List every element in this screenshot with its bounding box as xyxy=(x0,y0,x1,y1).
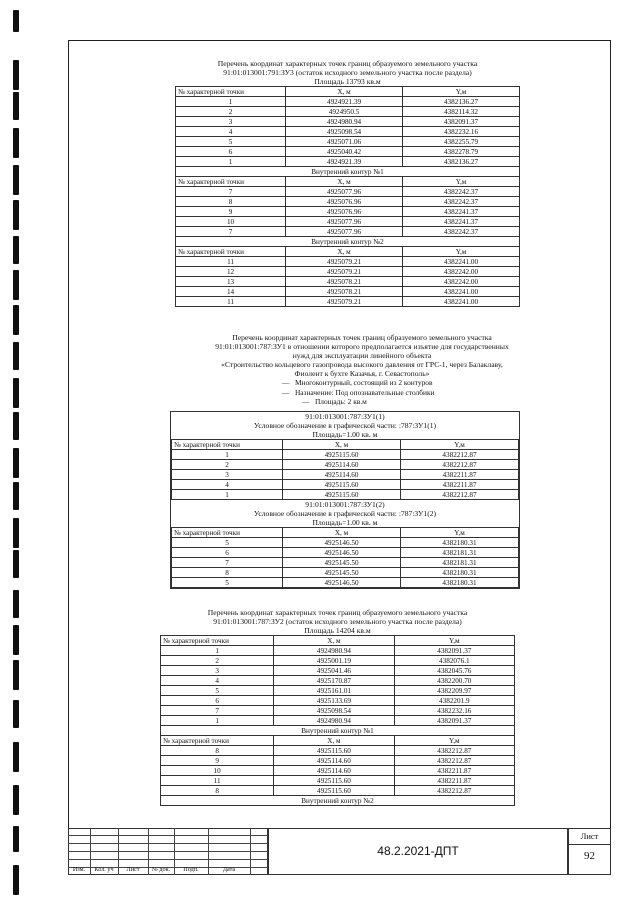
table-cell: 1 xyxy=(176,157,286,167)
table-header-row xyxy=(172,440,519,450)
part-designation: Условное обозначение в графической части: :787:ЗУ1(2) xyxy=(253,509,437,518)
table-cell: 4925079.21 xyxy=(286,257,403,267)
table-cell: 4924921.39 xyxy=(286,157,403,167)
table-cell: 4382045.76 xyxy=(394,666,514,676)
table-cell: 7 xyxy=(176,227,286,237)
table-cell: 4382212.87 xyxy=(394,786,514,796)
table-cell: 4924980.94 xyxy=(274,716,394,726)
table-cell: 4925133.69 xyxy=(274,696,394,706)
table-cell: 8 xyxy=(161,746,274,756)
binding-mark xyxy=(13,60,19,90)
coordinates-table-part1 xyxy=(171,439,519,500)
table-row xyxy=(161,686,515,696)
table-row xyxy=(176,117,520,127)
column-header: № характерной точки xyxy=(176,87,286,97)
table-row xyxy=(176,207,520,217)
table-cell: 4382212.87 xyxy=(401,460,519,470)
table-row xyxy=(172,568,519,578)
table-cell: 8 xyxy=(172,568,283,578)
table-cell: 4382212.87 xyxy=(394,756,514,766)
column-header: № характерной точки xyxy=(176,247,286,257)
table-row xyxy=(161,706,515,716)
column-header: X, м xyxy=(286,247,403,257)
table-row xyxy=(172,558,519,568)
table-cell: 7 xyxy=(161,706,274,716)
table-row xyxy=(176,147,520,157)
column-header: № характерной точки xyxy=(176,177,286,187)
grid-line xyxy=(68,851,268,852)
table-row xyxy=(176,287,520,297)
table-cell: 4 xyxy=(172,480,283,490)
table-header-row xyxy=(172,528,519,538)
section-zu2-787 xyxy=(160,608,515,806)
binding-mark xyxy=(13,482,19,510)
table-cell: 4925145.50 xyxy=(283,568,401,578)
title-line: Перечень координат характерных точек границ образуемого земельного участка xyxy=(207,608,468,617)
table-cell: 4925114.60 xyxy=(283,470,401,480)
table-row xyxy=(176,127,520,137)
table-cell: 4925077.96 xyxy=(286,227,403,237)
table-row xyxy=(161,676,515,686)
table-cell: 4925115.60 xyxy=(274,786,394,796)
table-cell: 4382200.70 xyxy=(394,676,514,686)
attribute-area: — Площадь: 2 кв.м xyxy=(302,397,367,406)
table-cell: 4925145.50 xyxy=(283,558,401,568)
binding-mark xyxy=(13,412,19,440)
binding-mark xyxy=(13,518,19,548)
table-cell: 4925001.19 xyxy=(274,656,394,666)
table-cell: 11 xyxy=(176,257,286,267)
table-row xyxy=(161,666,515,676)
column-header: X, м xyxy=(286,177,403,187)
table-cell: 4382180.31 xyxy=(401,568,519,578)
part-id: 91:01:013001:787:ЗУ1(2) xyxy=(305,500,385,509)
title-line: Перечень координат характерных точек границ образуемого земельного участка xyxy=(217,59,478,68)
title-line: 91:01:013001:791:ЗУ3 (остаток исходного земельного участка после раздела) xyxy=(223,68,472,77)
table-cell: 4925041.46 xyxy=(274,666,394,676)
table-cell: 4925078.21 xyxy=(286,287,403,297)
table-cell: 4 xyxy=(176,127,286,137)
column-header: Y,м xyxy=(401,440,519,450)
table-cell: 4925078.21 xyxy=(286,277,403,287)
binding-mark xyxy=(13,270,19,300)
table-cell: 4925146.50 xyxy=(283,578,401,588)
column-header: № характерной точки xyxy=(172,440,283,450)
table-cell: 12 xyxy=(176,267,286,277)
column-header: Y,м xyxy=(394,636,514,646)
table-cell: 4382242.37 xyxy=(403,227,520,237)
table-row xyxy=(161,696,515,706)
table-cell: 4925098.54 xyxy=(274,706,394,716)
column-header: X, м xyxy=(274,636,394,646)
table-cell: 4382136.27 xyxy=(403,157,520,167)
table-cell: 4382242.00 xyxy=(403,267,520,277)
table-cell: 4382211.87 xyxy=(394,776,514,786)
binding-mark xyxy=(13,785,19,815)
table-row xyxy=(172,480,519,490)
table-cell: 4925115.60 xyxy=(274,776,394,786)
table-row xyxy=(161,716,515,726)
table-cell: 1 xyxy=(172,450,283,460)
table-cell: 4925040.42 xyxy=(286,147,403,157)
column-header: Y,м xyxy=(394,736,514,746)
title-line: Фиолент к бухте Казачья, г. Севастополь» xyxy=(294,369,430,378)
coordinates-table-part2 xyxy=(171,527,519,588)
table-cell: 5 xyxy=(161,686,274,696)
table-header-row xyxy=(176,247,520,257)
table-cell: 4382241.00 xyxy=(403,297,520,307)
table-cell: 4925115.60 xyxy=(274,746,394,756)
stamp-column-label: Изм. xyxy=(72,866,86,873)
coordinates-table xyxy=(160,635,515,806)
stamp-column-label: Дата xyxy=(222,866,236,873)
table-cell: 1 xyxy=(176,97,286,107)
table-row xyxy=(161,786,515,796)
table-cell: 4925146.50 xyxy=(283,538,401,548)
stamp-column-label: Подп. xyxy=(183,866,199,873)
contour-title: Внутренний контур №1 xyxy=(161,726,515,736)
table-cell: 5 xyxy=(172,578,283,588)
contour-title-row xyxy=(176,237,520,247)
column-header: Y,м xyxy=(403,177,520,187)
table-row xyxy=(176,197,520,207)
table-row xyxy=(176,277,520,287)
table-header-row xyxy=(161,636,515,646)
table-row xyxy=(172,450,519,460)
contour-title: Внутренний контур №2 xyxy=(161,796,515,806)
table-cell: 4382241.00 xyxy=(403,257,520,267)
contour-title-row xyxy=(161,726,515,736)
part-area: Площадь=1.00 кв. м xyxy=(312,518,378,527)
table-cell: 4382181.31 xyxy=(401,558,519,568)
grid-line xyxy=(68,843,268,844)
contour-title: Внутренний контур №1 xyxy=(176,167,520,177)
title-line: «Строительство кольцевого газопровода высокого давления от ГРС-1, через Балаклаву, xyxy=(221,360,503,369)
table-cell: 6 xyxy=(176,147,286,157)
part-designation: Условное обозначение в графической части: :787:ЗУ1(1) xyxy=(253,421,437,430)
contour-title-row xyxy=(161,796,515,806)
binding-mark xyxy=(13,590,19,618)
table-cell: 4925076.96 xyxy=(286,207,403,217)
stamp-column-label: Лист xyxy=(126,866,140,873)
table-cell: 4925115.60 xyxy=(283,450,401,460)
part1-header xyxy=(171,412,519,439)
section-title xyxy=(207,333,517,378)
table-cell: 4382255.79 xyxy=(403,137,520,147)
column-header: Y,м xyxy=(403,87,520,97)
table-cell: 4925114.60 xyxy=(283,460,401,470)
table-cell: 13 xyxy=(176,277,286,287)
table-cell: 1 xyxy=(172,490,283,500)
table-cell: 4 xyxy=(161,676,274,686)
table-cell: 11 xyxy=(176,297,286,307)
binding-mark xyxy=(13,342,19,370)
binding-mark xyxy=(13,660,19,690)
table-cell: 10 xyxy=(161,766,274,776)
table-row xyxy=(161,766,515,776)
table-cell: 4925076.96 xyxy=(286,197,403,207)
table-cell: 4925146.50 xyxy=(283,548,401,558)
table-header-row xyxy=(176,177,520,187)
binding-mark xyxy=(13,128,19,158)
table-row xyxy=(176,107,520,117)
table-cell: 4924921.39 xyxy=(286,97,403,107)
table-cell: 4925114.60 xyxy=(274,756,394,766)
table-cell: 4382091.37 xyxy=(394,646,514,656)
column-header: X, м xyxy=(274,736,394,746)
section-zu1-787 xyxy=(172,333,517,407)
table-cell: 4382076.1 xyxy=(394,656,514,666)
table-row xyxy=(172,470,519,480)
area-line: Площадь 14204 кв.м xyxy=(304,626,371,635)
table-cell: 4925077.96 xyxy=(286,217,403,227)
table-cell: 4382241.00 xyxy=(403,287,520,297)
table-cell: 4382211.87 xyxy=(394,766,514,776)
column-header: Y,м xyxy=(401,528,519,538)
table-cell: 4925115.60 xyxy=(283,480,401,490)
binding-mark xyxy=(13,236,19,264)
table-cell: 4382212.87 xyxy=(401,490,519,500)
binding-mark xyxy=(13,92,19,120)
table-row xyxy=(176,227,520,237)
binding-marks xyxy=(0,0,30,905)
table-cell: 4925161.01 xyxy=(274,686,394,696)
table-cell: 4925077.96 xyxy=(286,187,403,197)
title-line: Перечень координат характерных точек границ образуемого земельного участка xyxy=(232,333,492,342)
table-row xyxy=(176,97,520,107)
binding-mark xyxy=(13,305,19,335)
table-cell: 3 xyxy=(172,470,283,480)
table-cell: 3 xyxy=(176,117,286,127)
sheet-label: Лист xyxy=(580,831,599,841)
table-cell: 5 xyxy=(176,137,286,147)
binding-mark xyxy=(13,550,19,578)
attribute-purpose: — Назначение: Под опознавательные столбики xyxy=(282,387,435,397)
binding-mark xyxy=(13,742,19,772)
table-cell: 1 xyxy=(161,646,274,656)
column-header: Y,м xyxy=(403,247,520,257)
table-cell: 4382232.16 xyxy=(394,706,514,716)
binding-mark xyxy=(13,165,19,195)
binding-mark xyxy=(13,700,19,728)
column-header: № характерной точки xyxy=(161,736,274,746)
table-cell: 4382211.87 xyxy=(401,480,519,490)
table-cell: 4925079.21 xyxy=(286,267,403,277)
table-cell: 4925115.60 xyxy=(283,490,401,500)
title-line: 91:01:013001:787:ЗУ2 (остаток исходного земельного участка после раздела) xyxy=(213,617,462,626)
table-cell: 4925114.60 xyxy=(274,766,394,776)
table-cell: 4925071.06 xyxy=(286,137,403,147)
table-cell: 6 xyxy=(161,696,274,706)
binding-mark xyxy=(13,10,19,32)
table-cell: 4924950.5 xyxy=(286,107,403,117)
table-cell: 4382181.31 xyxy=(401,548,519,558)
table-row xyxy=(176,157,520,167)
table-cell: 10 xyxy=(176,217,286,227)
table-cell: 4382201.9 xyxy=(394,696,514,706)
table-cell: 5 xyxy=(172,538,283,548)
table-cell: 2 xyxy=(161,656,274,666)
table-row xyxy=(176,267,520,277)
table-cell: 8 xyxy=(176,197,286,207)
table-cell: 7 xyxy=(172,558,283,568)
table-cell: 7 xyxy=(176,187,286,197)
table-cell: 3 xyxy=(161,666,274,676)
title-line: 91:01:013001:787:ЗУ1 в отношении которого предполагается изъятие для государственных xyxy=(215,342,509,351)
table-cell: 4382091.37 xyxy=(394,716,514,726)
table-cell: 4382091.37 xyxy=(403,117,520,127)
table-header-row xyxy=(161,736,515,746)
table-row xyxy=(172,460,519,470)
table-cell: 14 xyxy=(176,287,286,297)
table-cell: 4382241.37 xyxy=(403,217,520,227)
table-cell: 4382242.37 xyxy=(403,187,520,197)
table-cell: 9 xyxy=(161,756,274,766)
grid-line xyxy=(68,859,268,860)
title-line: нужд для эксплуатации линейного объекта xyxy=(292,351,432,360)
table-cell: 4925079.21 xyxy=(286,297,403,307)
section-title xyxy=(160,608,515,635)
binding-mark xyxy=(13,200,19,230)
table-cell: 4925170.87 xyxy=(274,676,394,686)
table-row xyxy=(176,217,520,227)
part-area: Площадь=1.00 кв. м xyxy=(312,430,378,439)
grid-line xyxy=(250,828,251,875)
binding-mark xyxy=(13,826,19,852)
table-cell: 4382114.32 xyxy=(403,107,520,117)
binding-mark xyxy=(13,625,19,655)
table-cell: 11 xyxy=(161,776,274,786)
table-cell: 4382180.31 xyxy=(401,538,519,548)
column-header: X, м xyxy=(286,87,403,97)
column-header: № характерной точки xyxy=(161,636,274,646)
table-header-row xyxy=(176,87,520,97)
section-zu3-791 xyxy=(175,59,520,307)
part-id: 91:01:013001:787:ЗУ1(1) xyxy=(305,412,385,421)
table-cell: 4382278.79 xyxy=(403,147,520,157)
table-row xyxy=(161,776,515,786)
binding-mark xyxy=(13,378,19,408)
table-row xyxy=(161,746,515,756)
grid-line xyxy=(68,835,268,836)
table-row xyxy=(172,548,519,558)
table-cell: 4924980.94 xyxy=(286,117,403,127)
table-row xyxy=(176,257,520,267)
table-row xyxy=(172,578,519,588)
table-cell: 4382212.87 xyxy=(401,450,519,460)
area-line: Площадь 13793 кв.м xyxy=(314,77,381,86)
table-cell: 2 xyxy=(176,107,286,117)
table-cell: 9 xyxy=(176,207,286,217)
section-title xyxy=(175,59,520,86)
table-row xyxy=(176,187,520,197)
table-cell: 4382241.37 xyxy=(403,207,520,217)
part2-header xyxy=(171,500,519,527)
title-block xyxy=(68,828,611,875)
attribute-contours: — Многоконтурный, состоящий из 2 контуров xyxy=(282,378,433,387)
table-cell: 4925098.54 xyxy=(286,127,403,137)
table-cell: 8 xyxy=(161,786,274,796)
table-cell: 4382232.16 xyxy=(403,127,520,137)
table-cell: 4382242.00 xyxy=(403,277,520,287)
table-row xyxy=(176,137,520,147)
binding-mark xyxy=(13,448,19,478)
binding-mark xyxy=(13,865,19,895)
table-cell: 4924980.94 xyxy=(274,646,394,656)
table-cell: 4382180.31 xyxy=(401,578,519,588)
table-cell: 1 xyxy=(161,716,274,726)
table-row xyxy=(161,656,515,666)
stamp-column-label: Кол. уч xyxy=(94,866,114,873)
table-cell: 4382242.37 xyxy=(403,197,520,207)
table-cell: 6 xyxy=(172,548,283,558)
table-cell: 2 xyxy=(172,460,283,470)
table-row xyxy=(176,297,520,307)
parcel-attributes xyxy=(282,378,517,407)
table-cell: 4382136.27 xyxy=(403,97,520,107)
table-cell: 4382209.97 xyxy=(394,686,514,696)
parts-box xyxy=(170,411,520,589)
sheet-divider xyxy=(568,844,611,845)
table-cell: 4382211.87 xyxy=(401,470,519,480)
table-row xyxy=(161,756,515,766)
column-header: X, м xyxy=(283,440,401,450)
coordinates-table xyxy=(175,86,520,307)
sheet-number: 92 xyxy=(584,850,595,862)
contour-title-row xyxy=(176,167,520,177)
table-row xyxy=(172,490,519,500)
contour-title: Внутренний контур №2 xyxy=(176,237,520,247)
column-header: X, м xyxy=(283,528,401,538)
table-row xyxy=(172,538,519,548)
table-row xyxy=(161,646,515,656)
document-code: 48.2.2021-ДПТ xyxy=(377,844,459,858)
stamp-column-label: № док. xyxy=(151,866,171,873)
column-header: № характерной точки xyxy=(172,528,283,538)
table-cell: 4382212.87 xyxy=(394,746,514,756)
